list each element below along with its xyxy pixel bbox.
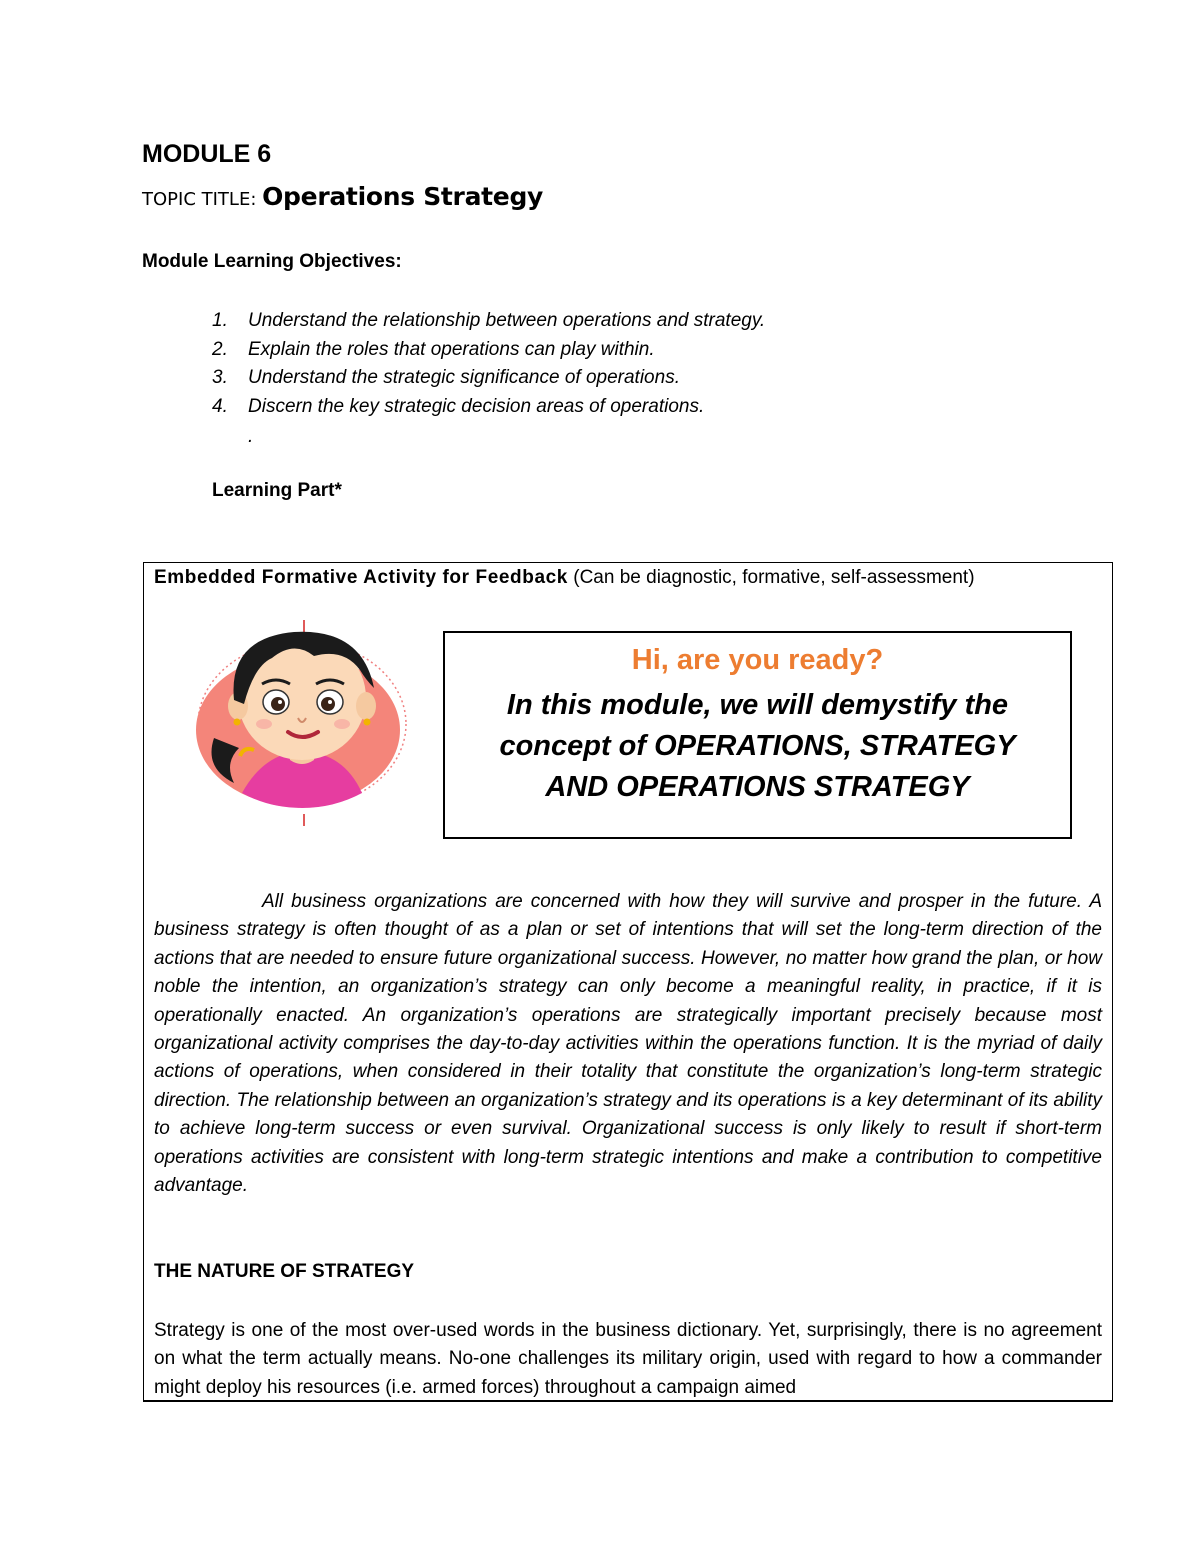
activity-heading-note: (Can be diagnostic, formative, self-assessment) — [567, 567, 975, 588]
objective-text: Explain the roles that operations can play within. — [248, 338, 655, 360]
callout-body: In this module, we will demystify the concept of OPERATIONS, STRATEGY AND OPERATIONS STRATEGY — [499, 689, 1016, 803]
objective-text: Understand the strategic significance of operations. — [248, 367, 680, 388]
cartoon-girl-avatar-icon — [184, 618, 414, 828]
activity-heading-bold: Embedded Formative Activity for Feedback — [154, 567, 568, 588]
objective-text: Understand the relationship between operations and strategy. — [248, 310, 766, 331]
section-paragraph: Strategy is one of the most over-used words in the business dictionary. Yet, surprisingly, there is no agreement on what the term actually means. No-one challenges its military origin, used with regard to how a commander might deploy his resources (i.e. armed forces) throughout a campaign aimed — [154, 1320, 1102, 1398]
topic-title-line — [142, 182, 543, 211]
objective-text: Discern the key strategic decision areas of operations. — [248, 395, 705, 417]
objectives-heading: Module Learning Objectives: — [142, 251, 402, 272]
objective-item: 1. Understand the relationship between operations and strategy. — [212, 310, 766, 331]
objective-item: 2. Explain the roles that operations can play within. — [212, 338, 655, 360]
trailing-dot: . — [248, 426, 254, 447]
objectives-list — [212, 307, 765, 421]
section-heading: THE NATURE OF STRATEGY — [154, 1261, 415, 1282]
formative-activity-box — [143, 562, 1113, 1402]
callout-greeting: Hi, are you ready? — [631, 644, 884, 676]
activity-heading — [154, 567, 975, 589]
learning-part-heading: Learning Part* — [212, 480, 342, 501]
module-title: MODULE 6 — [142, 140, 272, 168]
objective-item: 3. Understand the strategic significance of operations. — [212, 367, 680, 388]
topic-title-label: TOPIC TITLE: — [142, 189, 263, 210]
intro-paragraph: All business organizations are concerned with how they will survive and prosper in the future. A business strategy is often thought of as a plan or set of intentions that will set the long-term direction of the actions that are needed to ensure future organizational success. However, no matter how grand the plan, or how noble the intention, an organization’s strategy can only become a meaningful reality, in practice, if it is operationally enacted. An organization’s operations are strategically important precisely because most organizational activity comprises the day-to-day activities within the operations function. It is the myriad of daily actions of operations, when considered in their totality that constitute the organization’s long-term strategic direction. The relationship between an organization’s strategy and its operations is a key determinant of its ability to achieve long-term success or even survival. Organizational success is only likely to result if short-term operations activities are consistent with long-term strategic intentions and make a contribution to competitive advantage. — [154, 891, 1102, 1197]
welcome-callout — [443, 631, 1072, 839]
topic-title-value: Operations Strategy — [262, 182, 544, 211]
objective-item: 4. Discern the key strategic decision areas of operations. — [212, 395, 705, 417]
